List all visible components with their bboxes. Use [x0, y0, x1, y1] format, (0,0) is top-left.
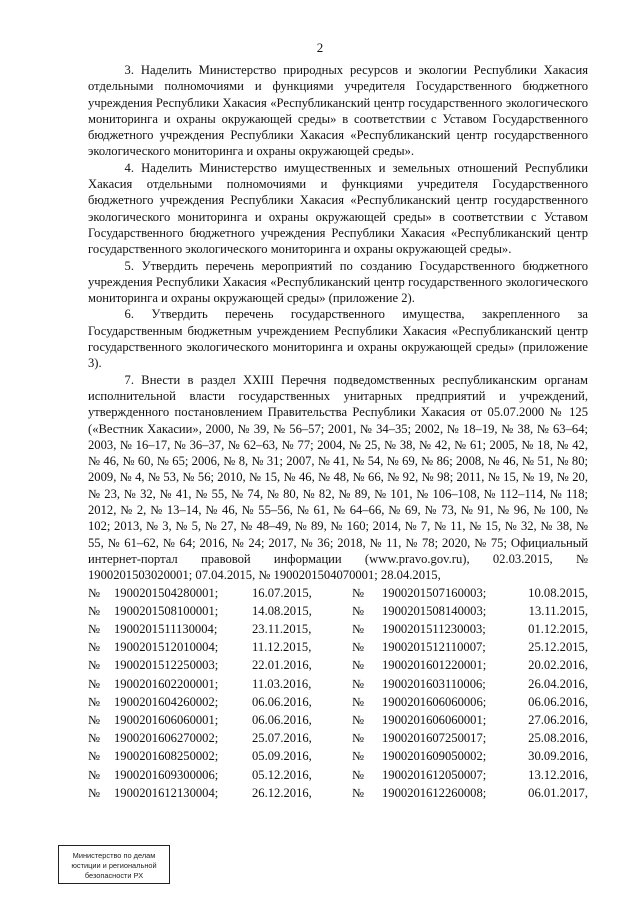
publication-number: 1900201512110007; — [382, 640, 486, 655]
number-sign: № — [352, 767, 365, 782]
publication-date: 01.12.2015, — [528, 621, 588, 636]
number-sign: № — [352, 658, 365, 673]
number-sign: № — [88, 676, 101, 691]
number-sign: № — [352, 785, 365, 800]
publication-date: 26.12.2016, — [252, 785, 312, 800]
publication-number: 1900201609050002; — [382, 749, 487, 764]
number-sign: № — [88, 621, 101, 636]
publication-date: 06.01.2017, — [528, 785, 588, 800]
number-sign: № — [88, 658, 101, 673]
publication-number: 1900201508140003; — [382, 603, 487, 618]
table-row — [88, 784, 588, 802]
publication-number: 1900201608250002; — [114, 749, 219, 764]
number-sign: № — [352, 676, 365, 691]
table-row — [88, 766, 588, 784]
table-row — [88, 675, 588, 693]
publication-date: 10.08.2015, — [528, 585, 588, 600]
publication-date: 13.11.2015, — [528, 603, 588, 618]
paragraph-item-3: 3. Наделить Министерство природных ресурсов и экологии Республики Хакасия отдельными полномочиями и функциями учредителя Государственного бюджетного учреждения Республики Хакасия «Республиканский центр государственного экологического мониторинга и охраны окружающей среды» в соответствии с Уставом Государственного бюджетного учреждения Республики Хакасия «Республиканский центр государственного экологического мониторинга и охраны окружающей среды». — [88, 63, 588, 159]
publication-number: 1900201507160003; — [382, 585, 487, 600]
stamp-line: безопасности РХ — [84, 871, 144, 880]
publication-date: 06.06.2016, — [252, 712, 312, 727]
publication-number: 1900201601220001; — [382, 658, 487, 673]
publication-date: 11.12.2015, — [252, 640, 312, 655]
publication-date: 14.08.2015, — [252, 603, 312, 618]
number-sign: № — [88, 731, 101, 746]
document-body — [88, 62, 588, 802]
publication-date: 06.06.2016, — [252, 694, 312, 709]
table-row — [88, 656, 588, 674]
number-sign: № — [88, 767, 101, 782]
publication-number: 1900201606060001; — [114, 712, 219, 727]
publication-number: 1900201606270002; — [114, 731, 219, 746]
publication-number: 1900201602200001; — [114, 676, 219, 691]
table-row — [88, 747, 588, 765]
publication-date: 25.07.2016, — [252, 731, 312, 746]
publication-references-table — [88, 584, 588, 802]
publication-date: 25.08.2016, — [528, 731, 588, 746]
publication-number: 1900201607250017; — [382, 731, 487, 746]
publication-number: 1900201604260002; — [114, 694, 219, 709]
ministry-stamp — [58, 845, 170, 884]
table-row — [88, 620, 588, 638]
stamp-line: юстиции и региональной — [71, 861, 157, 870]
number-sign: № — [352, 603, 365, 618]
publication-number: 1900201603110006; — [382, 676, 486, 691]
publication-date: 05.12.2016, — [252, 767, 312, 782]
number-sign: № — [88, 749, 101, 764]
table-row — [88, 584, 588, 602]
publication-date: 11.03.2016, — [252, 676, 312, 691]
publication-number: 1900201612050007; — [382, 767, 487, 782]
number-sign: № — [352, 749, 365, 764]
number-sign: № — [352, 585, 365, 600]
publication-date: 06.06.2016, — [528, 694, 588, 709]
paragraph-item-4: 4. Наделить Министерство имущественных и земельных отношений Республики Хакасия отдельными полномочиями и функциями учредителя Государственного бюджетного учреждения Республики Хакасия «Республиканский центр государственного экологического мониторинга и охраны окружающей среды» в соответствии с Уставом Государственного бюджетного учреждения Республики Хакасия «Республиканский центр государственного экологического мониторинга и охраны окружающей среды». — [88, 160, 588, 257]
number-sign: № — [88, 694, 101, 709]
number-sign: № — [88, 585, 101, 600]
paragraph-item-7: 7. Внести в раздел XXIII Перечня подведомственных республиканским органам исполнительной власти государственных унитарных предприятий и учреждений, утвержденного постановлением Правительства Республики Хакасия от 05.07.2000 № 125 («Вестник Хакасии», 2000, № 39, № 56–57; 2001, № 34–35; 2002, № 18–19, № 38, № 63–64; 2003, № 16–17, № 36–37, № 62–63, № 77; 2004, № 25, № 38, № 42, № 61; 2005, № 18, № 42, № 46, № 60, № 65; 2006, № 8, № 31; 2007, № 41, № 54, № 69, № 86; 2008, № 46, № 51, № 80; 2009, № 4, № 53, № 56; 2010, № 15, № 46, № 48, № 66, № 92, № 98; 2011, № 15, № 19, № 20, № 23, № 32, № 41, № 55, № 74, № 80, № 82, № 89, № 101, № 106–108, № 112–114, № 118; 2012, № 2, № 13–14, № 46, № 55–56, № 61, № 64–66, № 69, № 73, № 91, № 96, № 100, № 102; 2013, № 3, № 5, № 27, № 48–49, № 89, № 160; 2014, № 7, № 11, № 15, № 32, № 38, № 55, № 61–62, № 64; 2016, № 24; 2017, № 36; 2018, № 11, № 78; 2020, № 75; Официальный интернет-портал правовой информации (www.pravo.gov.ru), 02.03.2015, № 1900201503020001; 07.04.2015, № 1900201504070001; 28.04.2015, — [88, 372, 588, 583]
publication-date: 23.11.2015, — [252, 621, 312, 636]
publication-date: 30.09.2016, — [528, 749, 588, 764]
number-sign: № — [352, 712, 365, 727]
publication-date: 20.02.2016, — [528, 658, 588, 673]
number-sign: № — [88, 712, 101, 727]
number-sign: № — [88, 640, 101, 655]
table-row — [88, 638, 588, 656]
publication-number: 1900201612260008; — [382, 785, 487, 800]
paragraph-item-5: 5. Утвердить перечень мероприятий по созданию Государственного бюджетного учреждения Республики Хакасия «Республиканский центр государственного экологического мониторинга и охраны окружающей среды» (приложение 2). — [88, 258, 588, 306]
publication-number: 1900201511230003; — [382, 621, 486, 636]
number-sign: № — [352, 640, 365, 655]
publication-number: 1900201512250003; — [114, 658, 219, 673]
page-number: 2 — [316, 40, 324, 55]
publication-number: 1900201508100001; — [114, 603, 219, 618]
paragraph-item-6: 6. Утвердить перечень государственного имущества, закрепленного за Государственным бюджетным учреждением Республики Хакасия «Республиканский центр государственного экологического мониторинга и охраны окружающей среды» (приложение 3). — [88, 307, 588, 371]
publication-date: 13.12.2016, — [528, 767, 588, 782]
publication-number: 1900201609300006; — [114, 767, 219, 782]
publication-date: 05.09.2016, — [252, 749, 312, 764]
number-sign: № — [88, 603, 101, 618]
number-sign: № — [352, 694, 365, 709]
publication-number: 1900201612130004; — [114, 785, 219, 800]
publication-number: 1900201504280001; — [114, 585, 219, 600]
publication-date: 27.06.2016, — [528, 712, 588, 727]
table-row — [88, 602, 588, 620]
number-sign: № — [352, 621, 365, 636]
number-sign: № — [88, 785, 101, 800]
publication-number: 1900201512010004; — [114, 640, 219, 655]
publication-date: 22.01.2016, — [252, 658, 312, 673]
publication-date: 25.12.2015, — [528, 640, 588, 655]
table-row — [88, 693, 588, 711]
publication-number: 1900201606060001; — [382, 712, 487, 727]
publication-number: 1900201606060006; — [382, 694, 487, 709]
publication-date: 26.04.2016, — [528, 676, 588, 691]
publication-number: 1900201511130004; — [114, 621, 218, 636]
table-row — [88, 711, 588, 729]
stamp-line: Министерство по делам — [72, 851, 156, 860]
table-row — [88, 729, 588, 747]
publication-date: 16.07.2015, — [252, 585, 312, 600]
number-sign: № — [352, 731, 365, 746]
